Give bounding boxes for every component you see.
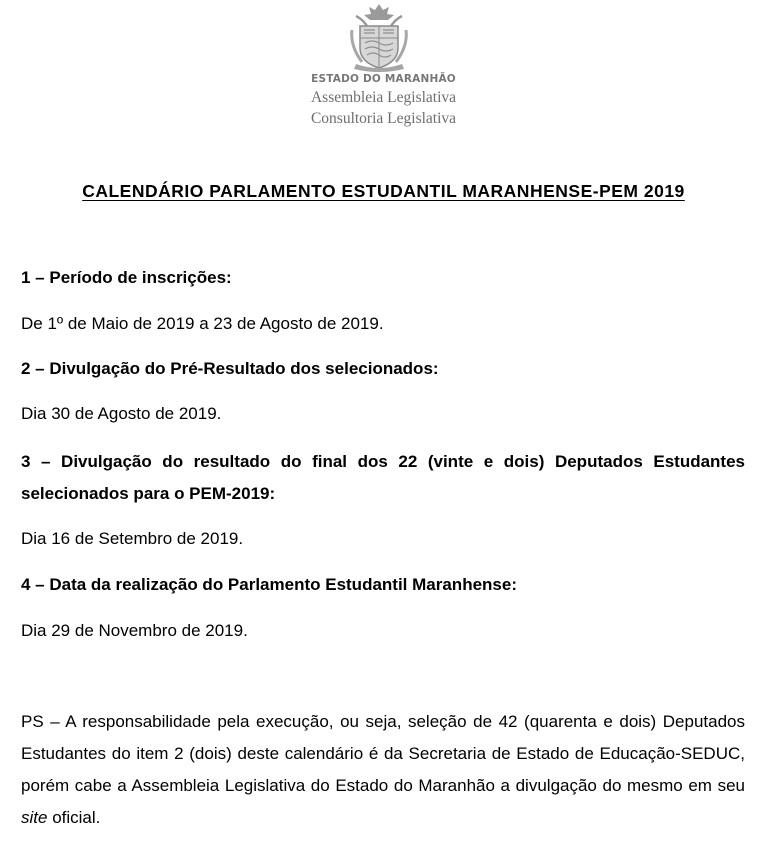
ps-note-end: oficial. [47,808,101,827]
ps-note-text: PS – A responsabilidade pela execução, ou seja, seleção de 42 (quarenta e dois) Deputados Estudantes do item 2 (dois) deste calendário é da Secretaria de Estado de Educação-SEDUC, porém cabe a Assembleia Legislativa do Estado do Maranhão a divulgação do mesmo em seu [21,712,745,795]
assembly-name: Assembleia Legislativa [310,89,457,106]
ps-note [21,706,745,834]
coat-of-arms-icon [346,2,412,72]
ps-note-emphasis: site [21,808,48,827]
item-3-heading: 3 – Divulgação do resultado do final dos 22 (vinte e dois) Deputados Estudantes selecionados para o PEM-2019: [21,452,745,503]
item-4-text: Dia 29 de Novembro de 2019. [21,621,248,640]
item-2-heading: 2 – Divulgação do Pré-Resultado dos selecionados: [21,359,439,378]
item-1-text: De 1º de Maio de 2019 a 23 de Agosto de 2019. [21,314,384,333]
consultancy-name: Consultoria Legislativa [310,110,457,127]
item-3-text: Dia 16 de Setembro de 2019. [21,529,244,548]
item-1-heading: 1 – Período de inscrições: [21,268,232,287]
item-2-text: Dia 30 de Agosto de 2019. [21,404,222,423]
state-name: ESTADO DO MARANHÃO [311,73,456,85]
document-title [0,181,767,202]
document-title-text: CALENDÁRIO PARLAMENTO ESTUDANTIL MARANHENSE-PEM 2019 [82,181,685,201]
item-4-heading: 4 – Data da realização do Parlamento Estudantil Maranhense: [21,575,517,594]
